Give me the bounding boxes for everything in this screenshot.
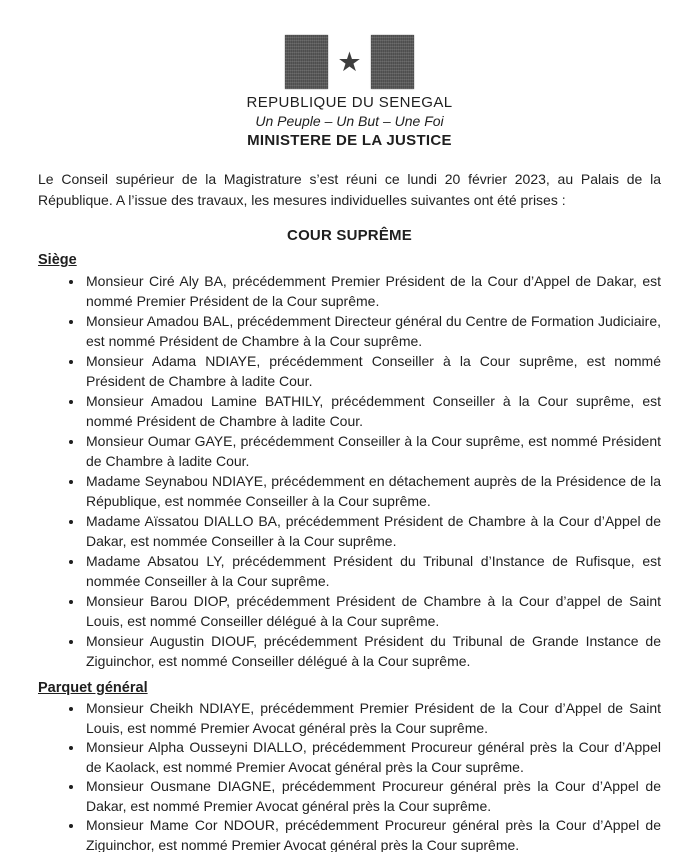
section-siege — [38, 251, 661, 671]
appointment-item: • Monsieur Adama NDIAYE, précédemment Conseiller à la Cour suprême, est nommé Président de Chambre à ladite Cour. — [84, 351, 661, 391]
appointment-item: • Madame Seynabou NDIAYE, précédemment en détachement auprès de la Présidence de la République, est nommée Conseiller à la Cour suprême. — [84, 471, 661, 511]
flag-star-icon: ★ — [337, 47, 362, 77]
country-title: REPUBLIQUE DU SENEGAL — [246, 94, 453, 111]
appointment-item: • Monsieur Ousmane DIAGNE, précédemment Procureur général près la Cour d’Appel de Dakar, est nommé Premier Avocat général près la Cour suprême. — [84, 777, 661, 816]
court-supreme-heading: COUR SUPRÊME — [287, 227, 412, 244]
section-parquet-general — [38, 679, 661, 852]
intro-paragraph: Le Conseil supérieur de la Magistrature s’est réuni ce lundi 20 février 2023, au Palais de la République. A l’issue des travaux, les mesures individuelles suivantes ont été prises : — [38, 171, 661, 208]
flag-right-block — [371, 35, 414, 89]
appointment-item: • Monsieur Mame Cor NDOUR, précédemment Procureur général près la Cour d’Appel de Ziguinchor, est nommé Premier Avocat général près la Cour suprême. — [84, 816, 661, 852]
appointment-item: • Monsieur Ciré Aly BA, précédemment Premier Président de la Cour d’Appel de Dakar, est nommé Premier Président de la Cour suprême. — [84, 271, 661, 311]
appointment-item: • Monsieur Amadou BAL, précédemment Directeur général du Centre de Formation Judiciaire, est nommé Président de Chambre à la Cour suprême. — [84, 311, 661, 351]
appointment-item: • Monsieur Cheikh NDIAYE, précédemment Premier Président de la Cour d’Appel de Saint Louis, est nommé Premier Avocat général près la Cour suprême. — [84, 699, 661, 738]
appointment-item: • Monsieur Amadou Lamine BATHILY, précédemment Conseiller à la Cour suprême, est nommé Président de Chambre à ladite Cour. — [84, 391, 661, 431]
appointment-item: • Monsieur Alpha Ousseyni DIALLO, précédemment Procureur général près la Cour d’Appel de Kaolack, est nommé Premier Avocat général près la Cour suprême. — [84, 738, 661, 777]
national-motto: Un Peuple – Un But – Une Foi — [255, 113, 444, 129]
flag-left-block — [285, 35, 328, 89]
appointment-item: • Madame Absatou LY, précédemment Président du Tribunal d’Instance de Rufisque, est nommée Conseiller à la Cour suprême. — [84, 551, 661, 591]
appointment-item: • Monsieur Oumar GAYE, précédemment Conseiller à la Cour suprême, est nommé Président de Chambre à ladite Cour. — [84, 431, 661, 471]
section-parquet-title: Parquet général — [38, 680, 148, 696]
senegal-flag-emblem — [38, 34, 661, 89]
ministry-title: MINISTERE DE LA JUSTICE — [247, 132, 452, 149]
letterhead — [38, 34, 661, 149]
appointment-item: • Madame Aïssatou DIALLO BA, précédemment Président de Chambre à la Cour d’Appel de Dakar, est nommée Conseiller à la Cour suprême. — [84, 511, 661, 551]
appointment-item: • Monsieur Augustin DIOUF, précédemment Président du Tribunal de Grande Instance de Ziguinchor, est nommé Conseiller délégué à la Cour suprême. — [84, 631, 661, 671]
appointment-item: • Monsieur Barou DIOP, précédemment Président de Chambre à la Cour d’appel de Saint Louis, est nommé Conseiller délégué à la Cour suprême. — [84, 591, 661, 631]
siege-appointments-list — [38, 271, 661, 671]
parquet-appointments-list — [38, 699, 661, 852]
section-siege-title: Siège — [38, 252, 77, 268]
